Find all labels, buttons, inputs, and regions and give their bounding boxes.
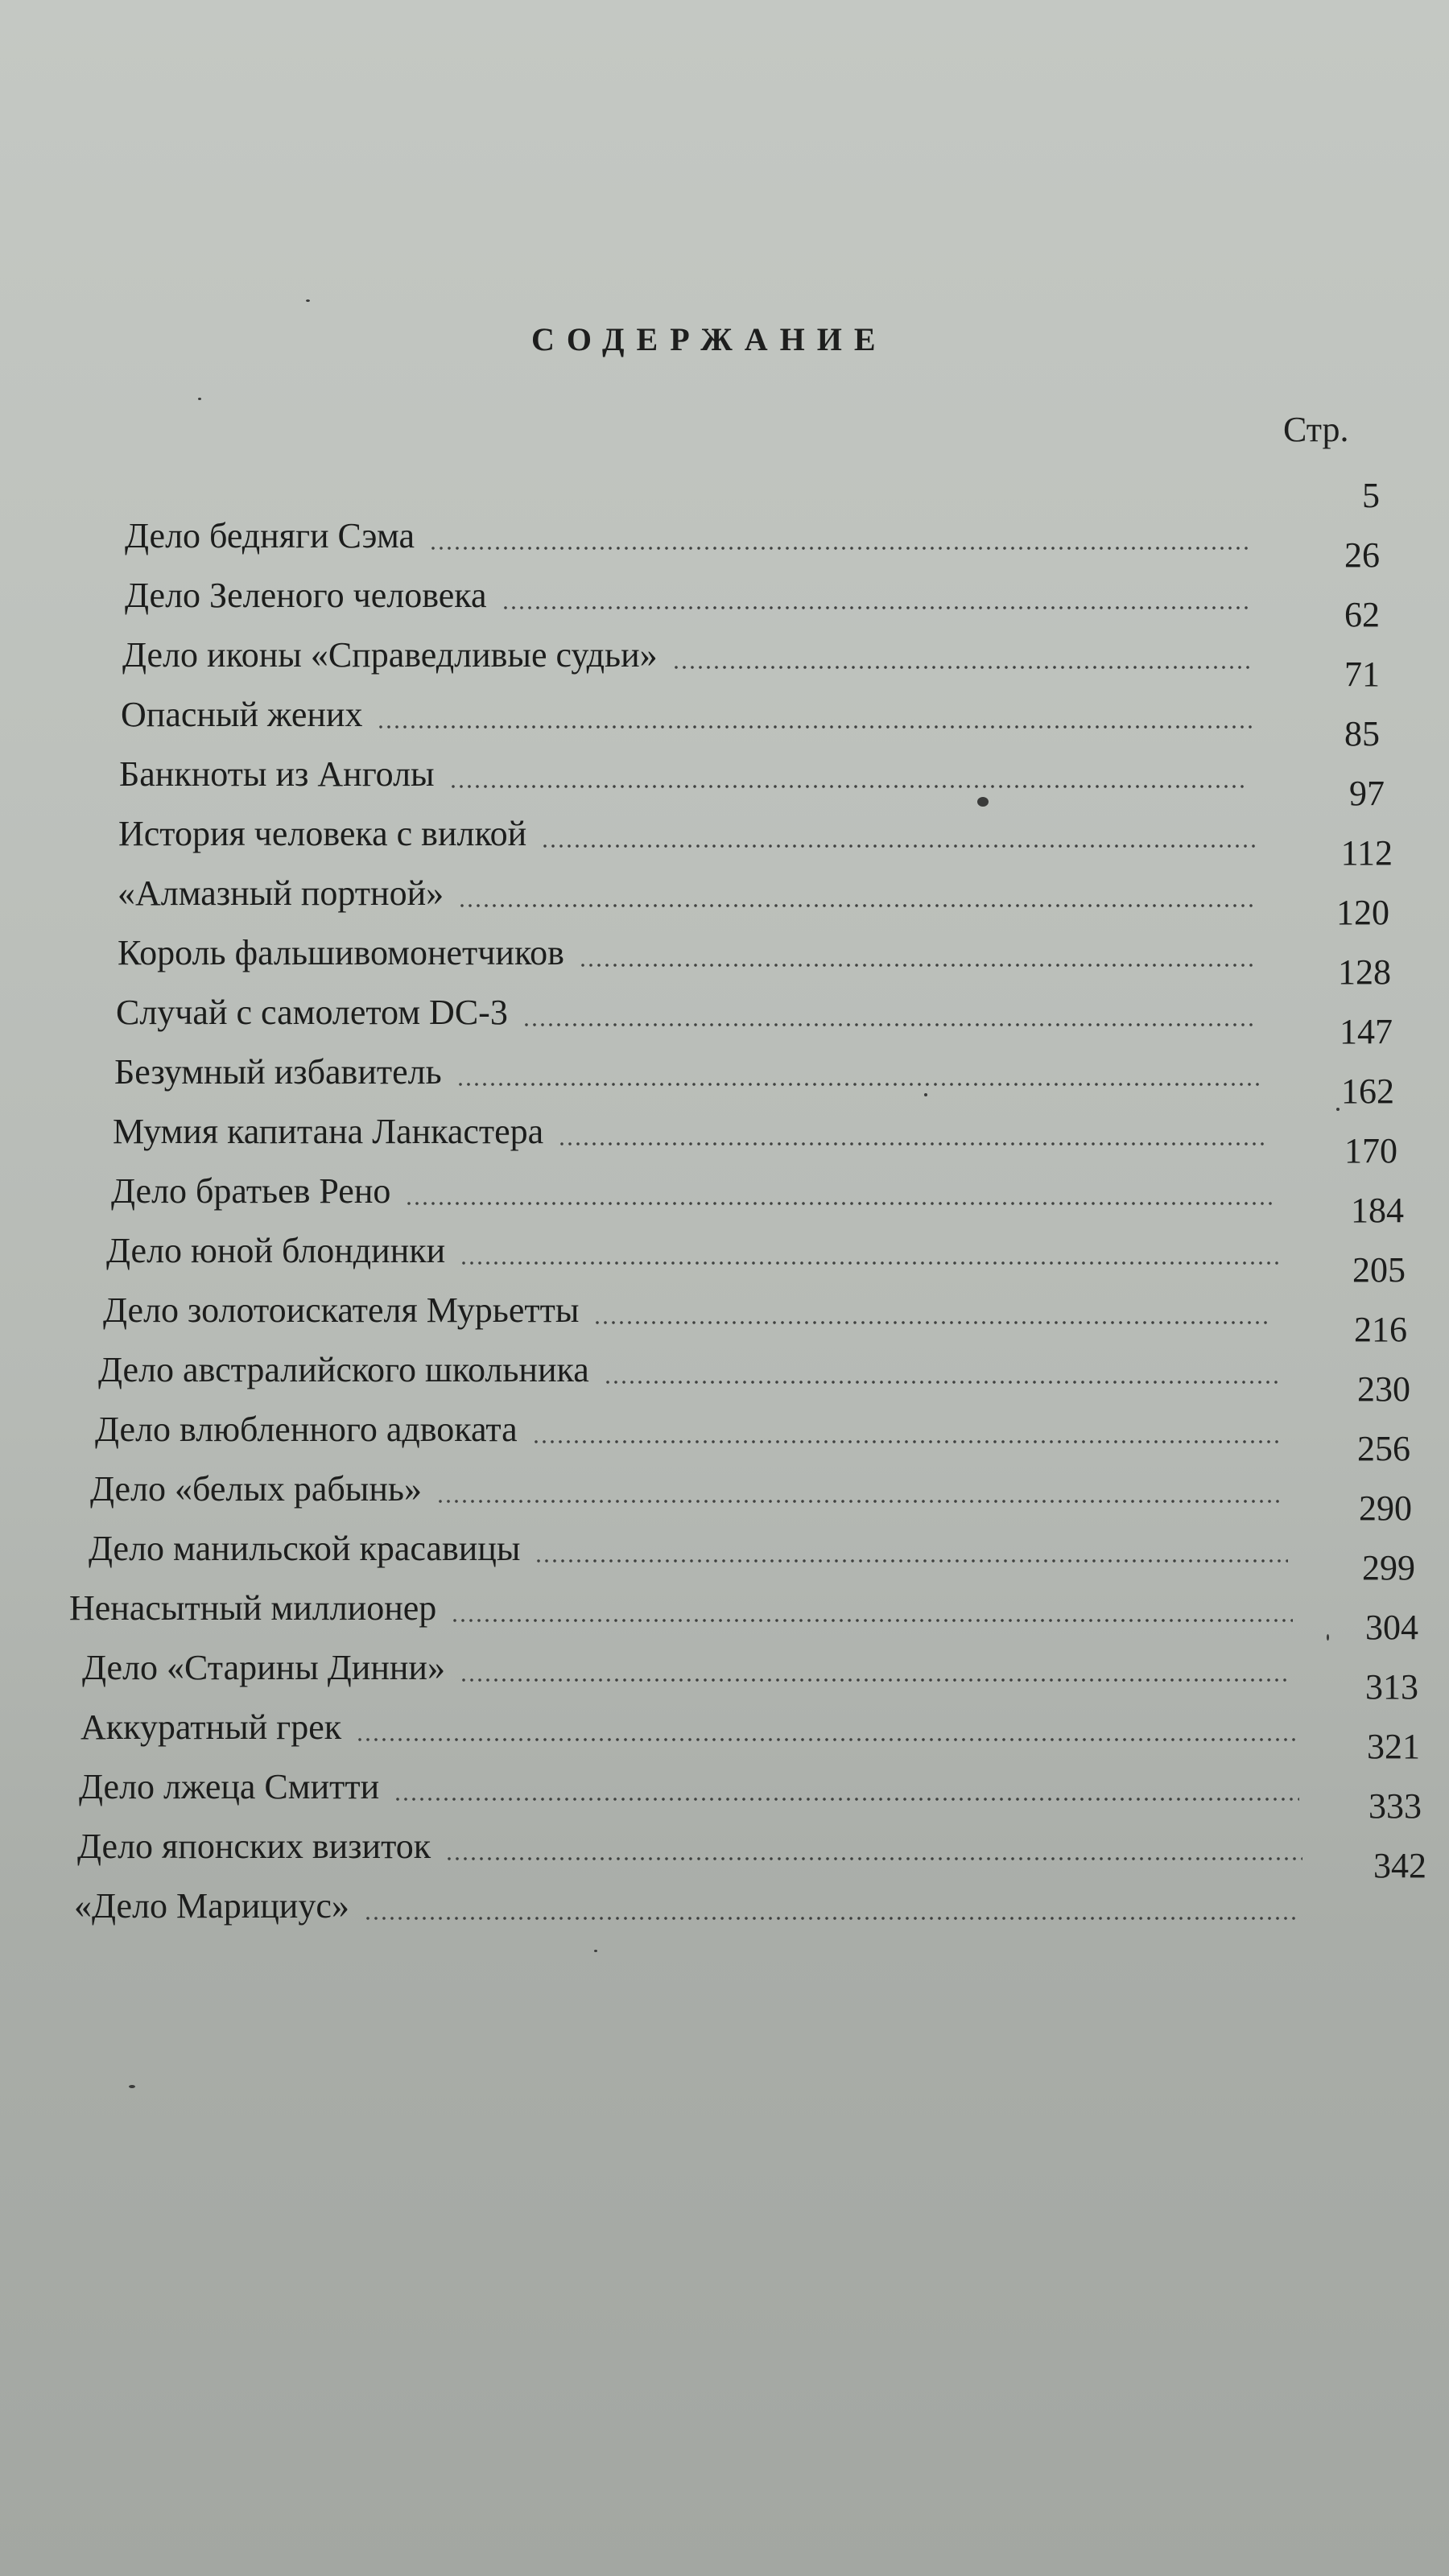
toc-entry-title: Дело Зеленого человека	[125, 576, 487, 615]
toc-entry-page-number: 128	[1338, 952, 1391, 992]
toc-entry	[80, 1697, 1296, 1745]
toc-entry-title: Мумия капитана Ланкастера	[113, 1112, 544, 1151]
toc-entry	[119, 744, 1245, 792]
toc-entry-page-number: 120	[1336, 893, 1389, 932]
toc-entry-title: Безумный избавитель	[114, 1052, 442, 1092]
dot-leader	[672, 665, 1253, 670]
toc-entry	[69, 1578, 1293, 1626]
toc-entry-page-number: 170	[1344, 1131, 1397, 1170]
toc-entry-title: Дело «белых рабынь»	[90, 1469, 422, 1509]
toc-entry	[118, 923, 1256, 971]
toc-entry-title: Дело братьев Рено	[111, 1171, 391, 1211]
dot-leader	[460, 1261, 1280, 1265]
toc-entry-page-number: 230	[1357, 1369, 1410, 1409]
toc-entry	[77, 1816, 1302, 1864]
toc-entry-title: Дело «Старины Динни»	[82, 1648, 445, 1687]
toc-entry	[125, 565, 1253, 613]
toc-entry-title: Дело лжеца Смитти	[79, 1767, 380, 1806]
toc-entry-title: Ненасытный миллионер	[69, 1588, 437, 1628]
toc-entry-page-number: 313	[1365, 1667, 1418, 1707]
toc-entry	[121, 684, 1254, 733]
toc-entry	[122, 625, 1253, 673]
dot-leader	[405, 1201, 1272, 1206]
toc-entry-title: Дело юной блондинки	[106, 1231, 446, 1270]
dot-leader	[502, 605, 1253, 610]
toc-entry-title: Дело манильской красавицы	[89, 1529, 521, 1568]
toc-entry-page-number: 304	[1365, 1608, 1418, 1647]
dot-leader	[535, 1558, 1288, 1563]
toc-entry-page-number: 112	[1340, 833, 1393, 873]
toc-entry	[95, 1399, 1283, 1447]
toc-entry	[79, 1757, 1299, 1805]
toc-entry	[125, 506, 1249, 554]
dot-leader	[451, 1618, 1293, 1623]
toc-entry	[89, 1518, 1288, 1567]
toc-entry	[111, 1161, 1272, 1209]
toc-entry-page-number: 5	[1362, 476, 1380, 515]
toc-entry-title: История человека с вилкой	[118, 814, 527, 853]
toc-entry-title: Дело японских визиток	[77, 1827, 431, 1866]
toc-entry	[98, 1340, 1278, 1388]
toc-entry-title: Банкноты из Анголы	[119, 754, 435, 794]
dot-leader	[458, 903, 1257, 908]
toc-entry-page-number: 26	[1344, 535, 1380, 575]
dot-leader	[449, 784, 1245, 789]
toc-entry	[118, 803, 1256, 852]
toc-entry-page-number: 321	[1367, 1727, 1420, 1766]
toc-entry-page-number: 162	[1341, 1071, 1394, 1111]
toc-entry-title: Аккуратный грек	[80, 1707, 342, 1747]
toc-entry-page-number: 342	[1373, 1846, 1426, 1885]
dot-leader	[436, 1499, 1283, 1504]
toc-entry-title: «Алмазный портной»	[118, 873, 444, 913]
dot-leader	[445, 1856, 1302, 1861]
toc-entry-page-number: 333	[1368, 1786, 1422, 1826]
toc-entry-title: Дело золотоискателя Мурьетты	[103, 1290, 580, 1330]
toc-entry	[74, 1876, 1296, 1924]
toc-entry-page-number: 85	[1344, 714, 1380, 753]
toc-entry-page-number: 97	[1349, 774, 1385, 813]
dot-leader	[377, 724, 1254, 729]
dot-leader	[456, 1082, 1261, 1087]
toc-entry-page-number: 184	[1351, 1191, 1404, 1230]
toc-entry-page-number: 216	[1354, 1310, 1407, 1349]
toc-entry-title: Дело бедняги Сэма	[125, 516, 415, 555]
toc-entry	[90, 1459, 1283, 1507]
toc-entry-title: Случай с самолетом DC-3	[116, 993, 508, 1032]
toc-entry-page-number: 299	[1362, 1548, 1415, 1587]
dot-leader	[460, 1678, 1286, 1682]
toc-entry-title: Опасный жених	[121, 695, 363, 734]
toc-entry-title: Король фальшивомонетчиков	[118, 933, 564, 972]
toc-entry-title: «Дело Марициус»	[74, 1886, 349, 1926]
toc-entry-page-number: 62	[1344, 595, 1380, 634]
toc-entry	[82, 1637, 1286, 1686]
toc-entry-page-number: 290	[1359, 1488, 1412, 1528]
toc-entry-page-number: 205	[1352, 1250, 1406, 1290]
dot-leader	[364, 1916, 1296, 1921]
toc-entry	[106, 1220, 1280, 1269]
toc-entry-page-number: 256	[1357, 1429, 1410, 1468]
dot-leader	[356, 1737, 1296, 1742]
toc-entry	[118, 863, 1257, 911]
toc-entry-page-number: 147	[1340, 1012, 1393, 1051]
dot-leader	[579, 963, 1256, 968]
page-column-label: Стр.	[1283, 410, 1349, 449]
toc-entry	[116, 982, 1256, 1030]
toc-entry	[114, 1042, 1261, 1090]
page-title: СОДЕРЖАНИЕ	[531, 321, 888, 357]
dot-leader	[558, 1141, 1265, 1146]
dot-leader	[604, 1380, 1278, 1385]
toc-entry	[103, 1280, 1272, 1328]
toc-entry-title: Дело австралийского школьника	[98, 1350, 589, 1389]
toc-entry-title: Дело влюбленного адвоката	[95, 1410, 518, 1449]
toc-entry-page-number: 71	[1344, 654, 1380, 694]
toc-entry-title: Дело иконы «Справедливые судьи»	[122, 635, 658, 675]
dot-leader	[532, 1439, 1283, 1444]
dot-leader	[429, 546, 1249, 551]
dot-leader	[522, 1022, 1256, 1027]
toc-entry	[113, 1101, 1265, 1150]
dot-leader	[593, 1320, 1272, 1325]
dot-leader	[541, 844, 1256, 848]
dot-leader	[394, 1797, 1299, 1802]
